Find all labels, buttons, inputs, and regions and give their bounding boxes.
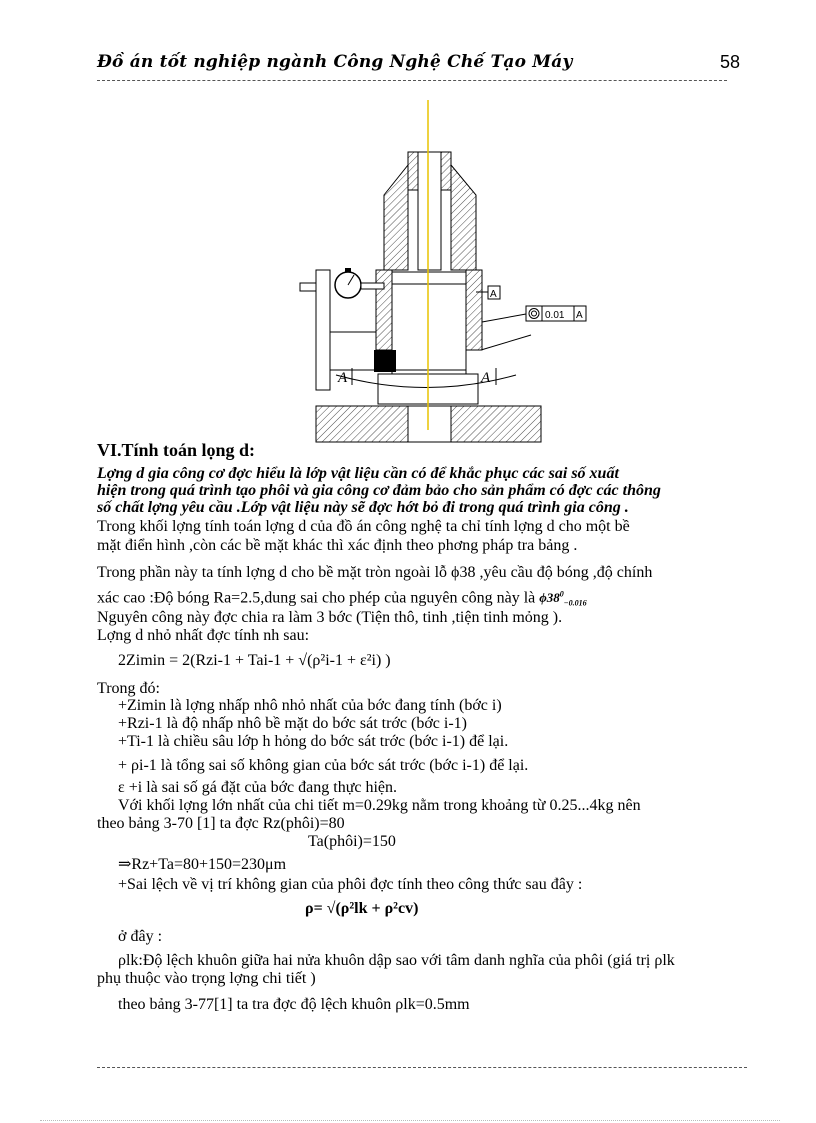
paragraph-line: theo bảng 3-70 [1] ta đợc Rz(phôi)=80	[97, 815, 345, 832]
page-number: 58	[720, 52, 741, 72]
definition-item: +Zimin là lợng nhấp nhô nhỏ nhất của bớc đang tính (bớc i)	[118, 697, 502, 714]
tolerance-value: 0.01	[545, 310, 565, 321]
paragraph-line: phụ thuộc vào trọng lợng chi tiết )	[97, 970, 316, 987]
datum-label: A	[490, 289, 497, 300]
footer-divider	[97, 1067, 747, 1068]
paragraph-line: mặt điển hình ,còn các bề mặt khác thì xác định theo phơng pháp tra bảng .	[97, 537, 578, 554]
rho-formula: ρ= √(ρ²lk + ρ²cv)	[305, 900, 419, 917]
paragraph-line: Với khối lợng lớn nhất của chi tiết m=0.29kg nằm trong khoảng từ 0.25...4kg nên	[118, 797, 641, 814]
fixture-drawing	[296, 100, 596, 445]
section-label-left: A	[338, 370, 348, 386]
intro-line-3: số chất lợng yêu cầu .Lớp vật liệu này sẽ đợc hớt bỏ đi trong quá trình gia công .	[97, 499, 629, 516]
header-title: Đồ án tốt nghiệp ngành Công Nghệ Chế Tạo Máy	[97, 52, 573, 72]
section-heading: VI.Tính toán lọng d:	[97, 440, 256, 460]
phi-symbol: ϕ	[451, 564, 460, 581]
page-edge	[40, 1120, 780, 1121]
definition-item: +Ti-1 là chiều sâu lớp h hỏng do bớc sát trớc (bớc i-1) để lại.	[118, 733, 509, 750]
paragraph-line: Nguyên công này đợc chia ra làm 3 bớc (Tiện thô, tinh ,tiện tinh mỏng ).	[97, 609, 563, 626]
definition-item: + ρi-1 là tổng sai số không gian của bớc sát trớc (bớc i-1) để lại.	[118, 757, 529, 774]
tolerance-datum: A	[576, 310, 583, 321]
p2-text-a: Trong phần này ta tính lợng d cho bề mặt tròn ngoài lỗ	[97, 564, 448, 581]
paragraph-line: +Sai lệch về vị trí không gian của phôi đợc tính theo công thức sau đây :	[118, 876, 583, 893]
ta-value: Ta(phôi)=150	[308, 833, 396, 850]
paragraph-line: theo bảng 3-77[1] ta tra đợc độ lệch khuôn ρlk=0.5mm	[118, 996, 470, 1013]
intro-line-1: Lợng d gia công cơ đợc hiểu là lớp vật liệu cần có để khắc phục các sai số xuất	[97, 465, 619, 482]
paragraph-line: Trong khối lợng tính toán lợng d của đồ án công nghệ ta chỉ tính lợng d cho một bề	[97, 518, 630, 535]
section-label-right: A	[481, 370, 491, 386]
p2-text-b: 38 ,yêu cầu độ bóng ,độ chính	[459, 564, 653, 581]
p2-line-2: xác cao :Độ bóng Ra=2.5,dung sai cho phép của nguyên công này là	[97, 589, 536, 607]
where-label: Trong đó:	[97, 680, 160, 697]
sum-result: ⇒Rz+Ta=80+150=230μm	[118, 856, 287, 873]
main-formula: 2Zimin = 2(Rzi-1 + Tai-1 + √(ρ²i-1 + ε²i) )	[118, 652, 391, 669]
paragraph-line	[97, 564, 652, 582]
paragraph-line: ρlk:Độ lệch khuôn giữa hai nửa khuôn dập sao với tâm danh nghĩa của phôi (giá trị ρlk	[118, 952, 675, 969]
header-divider	[97, 80, 727, 81]
definition-item: +Rzi-1 là độ nhấp nhô bề mặt do bớc sát trớc (bớc i-1)	[118, 715, 467, 732]
intro-line-2: hiện trong quá trình tạo phôi và gia công cơ đảm bảo cho sản phẩm có đợc các thông	[97, 482, 661, 499]
paragraph-line: Lợng d nhỏ nhất đợc tính nh sau:	[97, 627, 310, 644]
here-label: ở đây :	[118, 928, 163, 945]
tolerance-spec: $\phi 38^0_{-0.016}$	[539, 590, 587, 608]
definition-item: ε +i là sai số gá đặt của bớc đang thực hiện.	[118, 779, 398, 796]
